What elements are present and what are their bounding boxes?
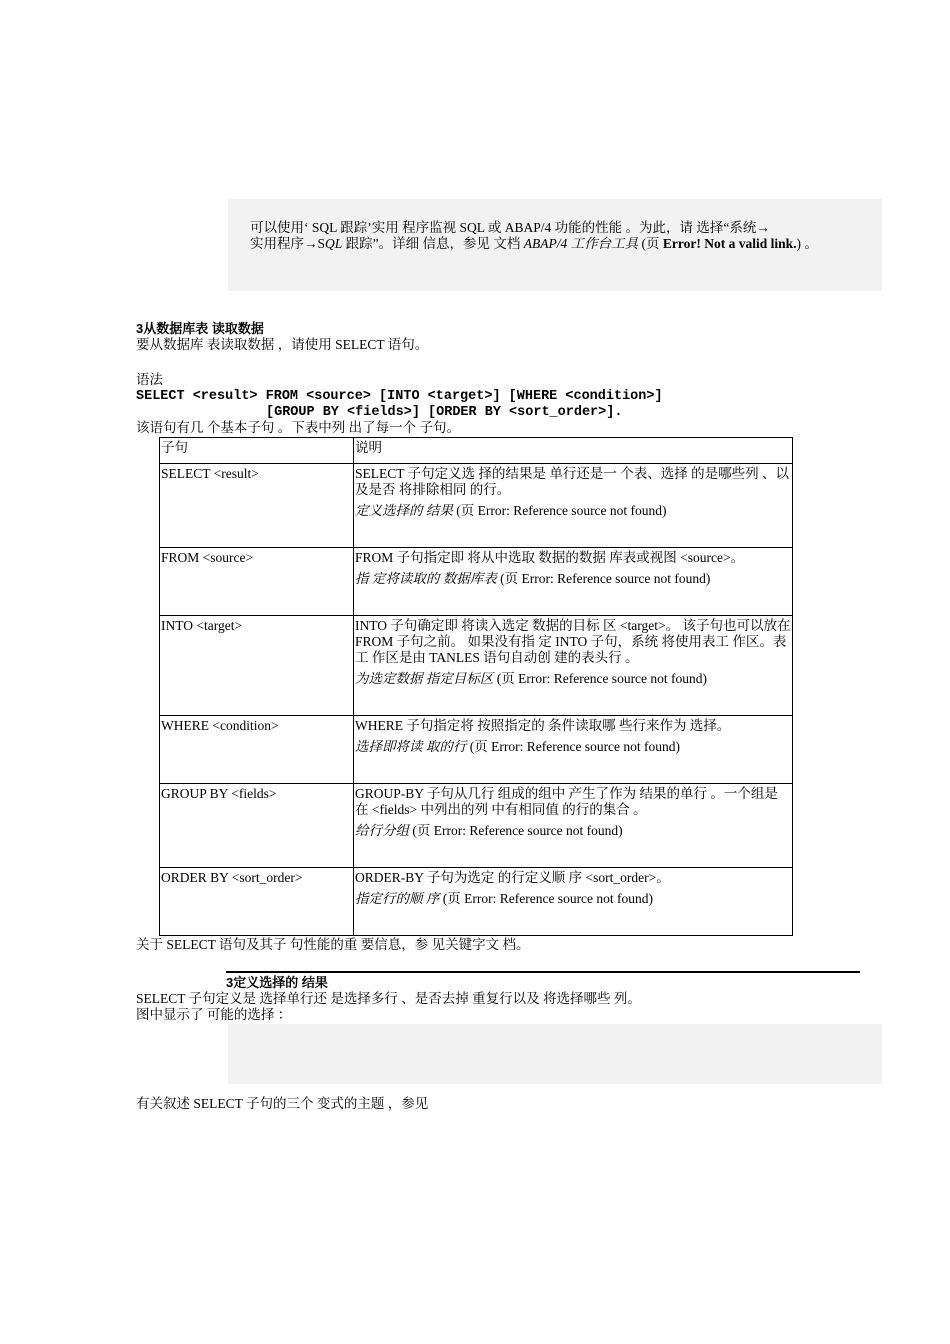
section-heading-read-data: 3从数据库表 读取数据 <box>136 321 264 336</box>
header-clause: 子句 <box>160 438 354 464</box>
description-cell: FROM 子句指定即 将从中选取 数据的数据 库表或视图 <source>。 指 定将读取的 数据库表 (页 Error: Reference source not found) <box>354 548 793 616</box>
description-cell: INTO 子句确定即 将读入选定 数据的目标 区 <target>。 该子句也可以放在 FROM 子句之前。 如果没有指 定 INTO 子句，系统 将使用表工 作区。表工 作区是由 TANLES 语句自动创 建的表头行 。 为选定数据 指定目标区 (页 Error: Reference source not found) <box>354 616 793 716</box>
cross-reference: 为选定数据 指定目标区 (页 Error: Reference source not found) <box>355 671 708 686</box>
xref-link[interactable]: 选择即将读 取的行 <box>355 739 467 754</box>
cross-reference: 选择即将读 取的行 (页 Error: Reference source not found) <box>355 739 681 754</box>
clause-cell: SELECT <result> <box>160 464 354 548</box>
description-cell: GROUP-BY 子句从几行 组成的组中 产生了作为 结果的单行 。一个组是 在 <fields> 中列出的列 中有相同值 的行的集合 。 给行分组 (页 Error: Reference source not found) <box>354 784 793 868</box>
performance-note-box <box>228 199 882 291</box>
link-error: Error! Not a valid link. <box>662 236 797 251</box>
section2-line-1: SELECT 子句定义是 选择单行还 是选择多行 、是否去掉 重复行以及 将选择哪些 列。 <box>136 991 641 1006</box>
syntax-line-2: [GROUP BY <fields>] [ORDER BY <sort_order>]. <box>266 405 623 420</box>
description-cell: WHERE 子句指定将 按照指定的 条件读取哪 些行来作为 选择。 选择即将读 取的行 (页 Error: Reference source not found) <box>354 716 793 784</box>
cross-reference: 指 定将读取的 数据库表 (页 Error: Reference source not found) <box>355 571 711 586</box>
syntax-label: 语法 <box>136 372 163 387</box>
cross-reference: 指定行的顺 序 (页 Error: Reference source not found) <box>355 891 654 906</box>
table-header-row <box>160 438 793 464</box>
arrow-icon: → <box>756 220 770 235</box>
clause-cell: INTO <target> <box>160 616 354 716</box>
description-cell: SELECT 子句定义选 择的结果是 单行还是一 个表、选择 的是哪些列 、以及是否 将排除相同 的行。 定义选择的 结果 (页 Error: Reference source not found) <box>354 464 793 548</box>
note-text: 可以使用‘ SQL 跟踪’实用 程序监视 SQL 或 ABAP/4 功能的性能 。为此，请 选择“系统→ 实用程序→SQL 跟踪”。详细 信息，参见 文档 ABAP/4 工作台工具 (页 Error! Not a valid link.) 。 <box>250 220 818 251</box>
clause-cell: ORDER BY <sort_order> <box>160 868 354 936</box>
table-row <box>160 616 793 716</box>
xref-link[interactable]: 给行分组 <box>355 823 409 838</box>
arrow-icon: → <box>304 236 318 251</box>
table-row <box>160 548 793 616</box>
table-row <box>160 716 793 784</box>
section-divider <box>226 971 860 973</box>
section2-line-2: 图中显示了 可能的选择 ： <box>136 1007 292 1022</box>
table-row <box>160 464 793 548</box>
cross-reference: 给行分组 (页 Error: Reference source not found) <box>355 823 623 838</box>
figure-placeholder <box>228 1024 882 1084</box>
xref-link[interactable]: 指 定将读取的 数据库表 <box>355 571 497 586</box>
section-intro: 要从数据库 表读取数据 ，请使用 SELECT 语句。 <box>136 337 429 352</box>
syntax-line-1: SELECT <result> FROM <source> [INTO <target>] [WHERE <condition>] <box>136 389 663 404</box>
clause-cell: WHERE <condition> <box>160 716 354 784</box>
after-table-text: 关于 SELECT 语句及其子 句性能的重 要信息，参 见关键字文 档。 <box>136 937 530 952</box>
xref-link[interactable]: 定义选择的 结果 <box>355 503 453 518</box>
header-description: 说明 <box>354 438 793 464</box>
doc-title-link[interactable]: ABAP/4 工作台工具 <box>523 236 639 251</box>
section-heading-define-result: 3定义选择的 结果 <box>226 975 328 990</box>
table-row <box>160 868 793 936</box>
clause-cell: FROM <source> <box>160 548 354 616</box>
xref-link[interactable]: 为选定数据 指定目标区 <box>355 671 494 686</box>
table-row <box>160 784 793 868</box>
description-cell: ORDER-BY 子句为选定 的行定义顺 序 <sort_order>。 指定行的顺 序 (页 Error: Reference source not found) <box>354 868 793 936</box>
clause-table <box>159 437 793 936</box>
footer-text: 有关叙述 SELECT 子句的三个 变式的主题 ，参见 <box>136 1096 429 1111</box>
cross-reference: 定义选择的 结果 (页 Error: Reference source not found) <box>355 503 667 518</box>
table-intro: 该语句有几 个基本子句 。下表中列 出了每一个 子句。 <box>136 420 460 435</box>
clause-cell: GROUP BY <fields> <box>160 784 354 868</box>
xref-link[interactable]: 指定行的顺 序 <box>355 891 440 906</box>
